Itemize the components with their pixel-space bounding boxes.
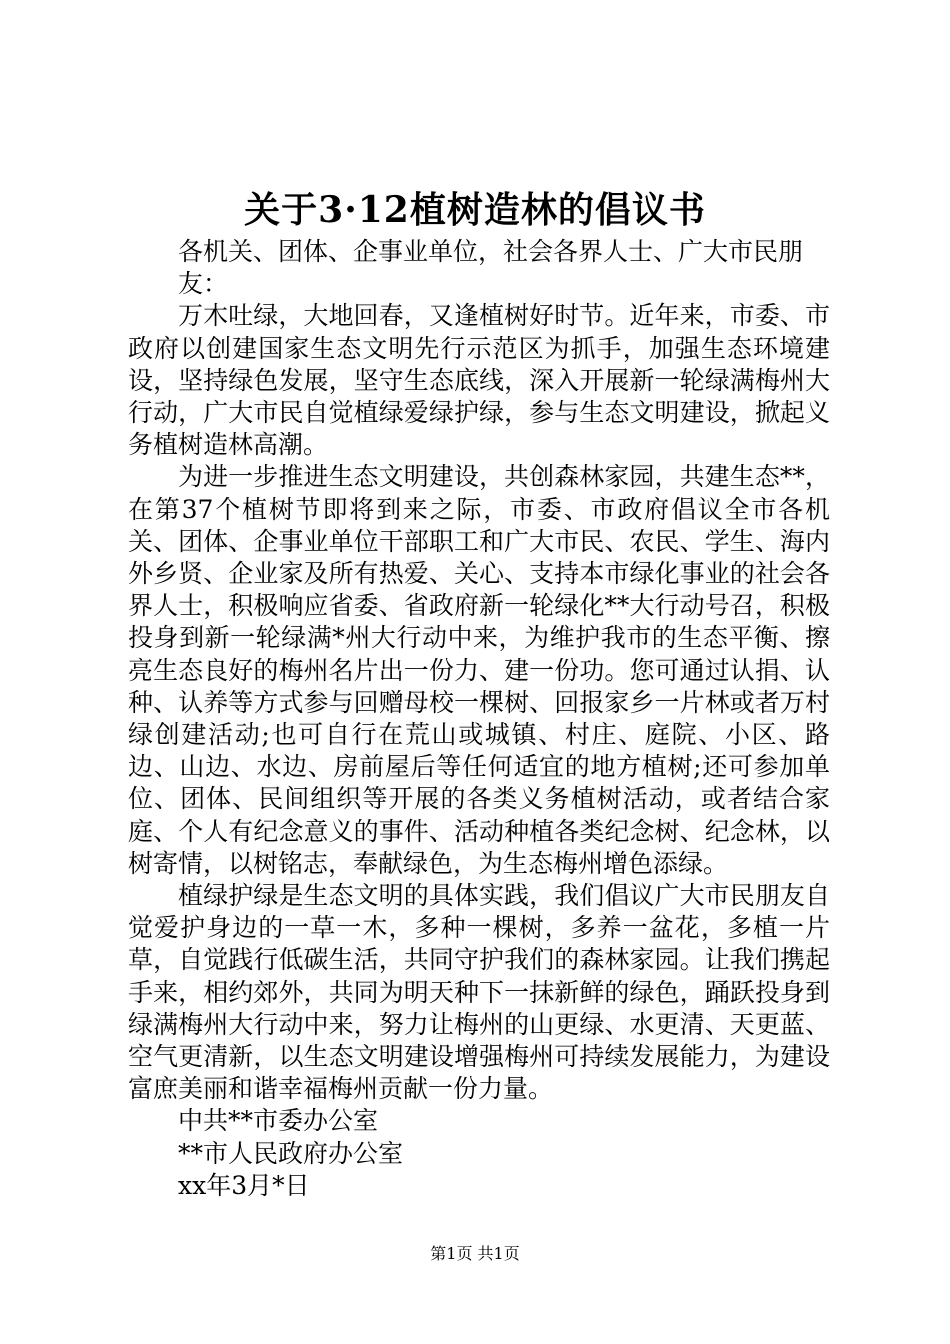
page-number: 第1页 共1页 (430, 1244, 520, 1263)
paragraph: 为进一步推进生态文明建设，共创森林家园，共建生态**，在第37个植树节即将到来之际，市委、市政府倡议全市各机关、团体、企事业单位干部职工和广大市民、农民、学生、海内外乡贤、企业家及所有热爱、关心、支持本市绿化事业的社会各界人士，积极响应省委、省政府新一轮绿化**大行动号召，积极投身到新一轮绿满*州大行动中来，为维护我市的生态平衡、擦亮生态良好的梅州名片出一份力、建一份功。您可通过认捐、认种、认养等方式参与回赠母校一棵树、回报家乡一片林或者万村绿创建活动;也可自行在荒山或城镇、村庄、庭院、小区、路边、山边、水边、房前屋后等任何适宜的地方植树;还可参加单位、团体、民间组织等开展的各类义务植树活动，或者结合家庭、个人有纪念意义的事件、活动种植各类纪念树、纪念林，以树寄情，以树铭志，奉献绿色，为生态梅州增色添绿。 (128, 462, 830, 878)
document-title: 关于3·12植树造林的倡议书 (244, 189, 706, 231)
salutation: 各机关、团体、企事业单位，社会各界人士、广大市民朋友： (178, 237, 804, 299)
paragraph: 植绿护绿是生态文明的具体实践，我们倡议广大市民朋友自觉爱护身边的一草一木，多种一棵树，多养一盆花，多植一片草，自觉践行低碳生活，共同守护我们的森林家园。让我们携起手来，相约郊外，共同为明天种下一抹新鲜的绿色，踊跃投身到绿满梅州大行动中来，努力让梅州的山更绿、水更清、天更蓝、空气更清新，以生态文明建设增强梅州可持续发展能力，为建设富庶美丽和谐幸福梅州贡献一份力量。 (128, 881, 830, 1104)
signature-date: xx年3月*日 (178, 1170, 310, 1200)
document-body (128, 236, 830, 1202)
paragraph: 万木吐绿，大地回春，又逢植树好时节。近年来，市委、市政府以创建国家生态文明先行示范区为抓手，加强生态环境建设，坚持绿色发展，坚守生态底线，深入开展新一轮绿满梅州大行动，广大市民自觉植绿爱绿护绿，参与生态文明建设，掀起义务植树造林高潮。 (128, 301, 830, 460)
signature-government-office: **市人民政府办公室 (178, 1138, 404, 1168)
signature-party-office: 中共**市委办公室 (178, 1106, 379, 1136)
